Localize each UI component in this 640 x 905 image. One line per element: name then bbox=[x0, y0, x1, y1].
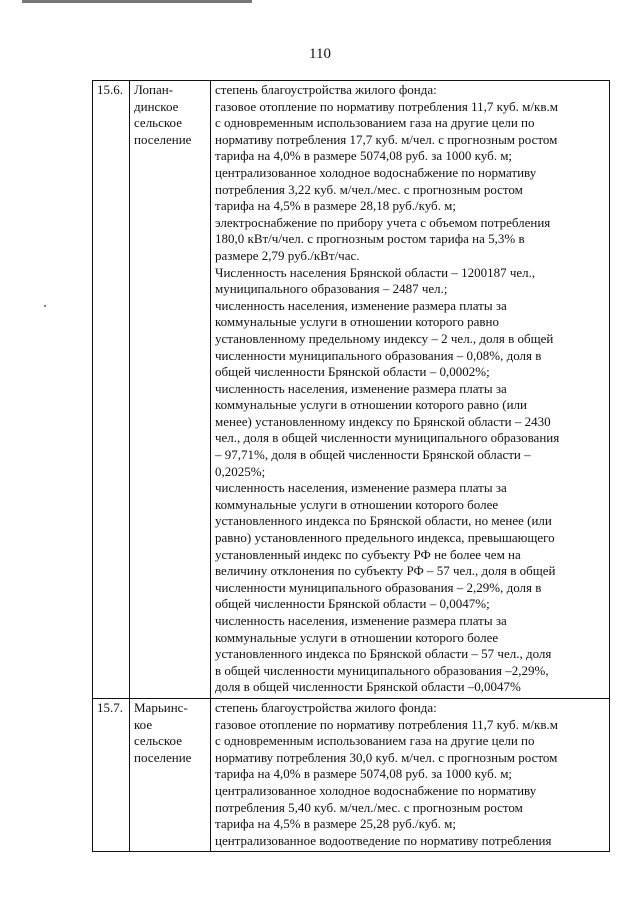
settlement-name-line: поселение bbox=[134, 131, 192, 147]
description-line: тарифа на 4,5% в размере 25,28 руб./куб. м; bbox=[215, 816, 456, 832]
description-line: Численность населения Брянской области – 1200187 чел., bbox=[215, 264, 536, 280]
description-line: коммунальные услуги в отношении которого более bbox=[215, 629, 499, 645]
description-line: – 97,71%, доля в общей численности Брянской области – bbox=[215, 447, 531, 463]
description-line: степень благоустройства жилого фонда: bbox=[215, 699, 437, 715]
description-line: коммунальные услуги в отношении которого равно bbox=[215, 314, 500, 330]
description-line: нормативу потребления 30,0 куб. м/чел. с прогнозным ростом bbox=[215, 749, 558, 765]
row-number: 15.7. bbox=[93, 698, 130, 851]
description-line: 0,2025%; bbox=[215, 463, 266, 479]
table-body bbox=[93, 81, 610, 852]
settlement-name bbox=[130, 81, 211, 699]
description-line: численность населения, изменение размера платы за bbox=[215, 380, 507, 396]
settlement-description bbox=[211, 81, 610, 699]
description-line: чел., доля в общей численности муниципального образования bbox=[215, 430, 560, 446]
description-line: установленному предельному индексу – 2 чел., доля в общей bbox=[215, 330, 554, 346]
settlement-name bbox=[130, 698, 211, 851]
description-line: муниципального образования – 2487 чел.; bbox=[215, 281, 448, 297]
description-line: общей численности Брянской области – 0,0002%; bbox=[215, 364, 490, 380]
description-line: степень благоустройства жилого фонда: bbox=[215, 82, 437, 97]
settlement-name-line: динское bbox=[134, 98, 179, 114]
description-line: численность населения, изменение размера платы за bbox=[215, 480, 507, 496]
description-line: тарифа на 4,0% в размере 5074,08 руб. за 1000 куб. м; bbox=[215, 766, 513, 782]
description-line: численности муниципального образования – 0,08%, доля в bbox=[215, 347, 542, 363]
settlement-name-line: Лопан- bbox=[134, 82, 174, 97]
description-line: в общей численности муниципального образования –2,29%, bbox=[215, 662, 549, 678]
row-number: 15.6. bbox=[93, 81, 130, 699]
description-line: с одновременным использованием газа на другие цели по bbox=[215, 115, 535, 131]
table-row bbox=[93, 698, 610, 851]
description-line: централизованное холодное водоснабжение по нормативу bbox=[215, 164, 537, 180]
description-line: размере 2,79 руб./кВт/час. bbox=[215, 247, 360, 263]
description-line: установленного индекса по Брянской области – 57 чел., доля bbox=[215, 646, 552, 662]
scan-speck bbox=[44, 305, 46, 307]
description-line: потребления 3,22 куб. м/чел./мес. с прогнозным ростом bbox=[215, 181, 523, 197]
settlement-name-line: поселение bbox=[134, 749, 192, 765]
scan-edge-mark bbox=[22, 0, 252, 3]
description-line: менее) установленному индексу по Брянской области – 2430 bbox=[215, 413, 551, 429]
description-line: централизованное холодное водоснабжение по нормативу bbox=[215, 782, 537, 798]
settlement-name-line: Марьинс- bbox=[134, 699, 188, 715]
description-line: доля в общей численности Брянской области –0,0047% bbox=[215, 679, 521, 695]
description-line: тарифа на 4,5% в размере 28,18 руб./куб. м; bbox=[215, 198, 456, 214]
description-line: общей численности Брянской области – 0,0047%; bbox=[215, 596, 490, 612]
description-line: электроснабжение по прибору учета с объемом потребления bbox=[215, 214, 551, 230]
description-line: равно) установленного предельного индекса, превышающего bbox=[215, 530, 555, 546]
description-line: с одновременным использованием газа на другие цели по bbox=[215, 733, 535, 749]
description-line: величину отклонения по субъекту РФ – 57 чел., доля в общей bbox=[215, 563, 556, 579]
description-line: численность населения, изменение размера платы за bbox=[215, 613, 507, 628]
description-line: потребления 5,40 куб. м/чел./мес. с прогнозным ростом bbox=[215, 799, 523, 815]
description-line: установленного индекса по Брянской области, но менее (или bbox=[215, 513, 552, 529]
description-line: тарифа на 4,0% в размере 5074,08 руб. за 1000 куб. м; bbox=[215, 148, 513, 164]
page-number: 110 bbox=[309, 46, 331, 62]
settlement-description bbox=[211, 698, 610, 851]
settlement-name-line: сельское bbox=[134, 733, 182, 749]
settlement-name-line: сельское bbox=[134, 115, 182, 131]
description-line: установленный индекс по субъекту РФ не более чем на bbox=[215, 546, 521, 562]
description-line: газовое отопление по нормативу потребления 11,7 куб. м/кв.м bbox=[215, 98, 558, 114]
description-line: нормативу потребления 17,7 куб. м/чел. с прогнозным ростом bbox=[215, 131, 558, 147]
description-line: численности муниципального образования – 2,29%, доля в bbox=[215, 579, 542, 595]
description-line: газовое отопление по нормативу потребления 11,7 куб. м/кв.м bbox=[215, 716, 558, 732]
description-line: 180,0 кВт/ч/чел. с прогнозным ростом тарифа на 5,3% в bbox=[215, 231, 525, 247]
data-table bbox=[92, 80, 610, 852]
settlement-name-line: кое bbox=[134, 716, 153, 732]
table-row bbox=[93, 81, 610, 699]
description-line: централизованное водоотведение по нормативу потребления bbox=[215, 832, 552, 848]
description-line: коммунальные услуги в отношении которого равно (или bbox=[215, 397, 527, 413]
description-line: коммунальные услуги в отношении которого более bbox=[215, 496, 499, 512]
description-line: численность населения, изменение размера платы за bbox=[215, 297, 507, 313]
